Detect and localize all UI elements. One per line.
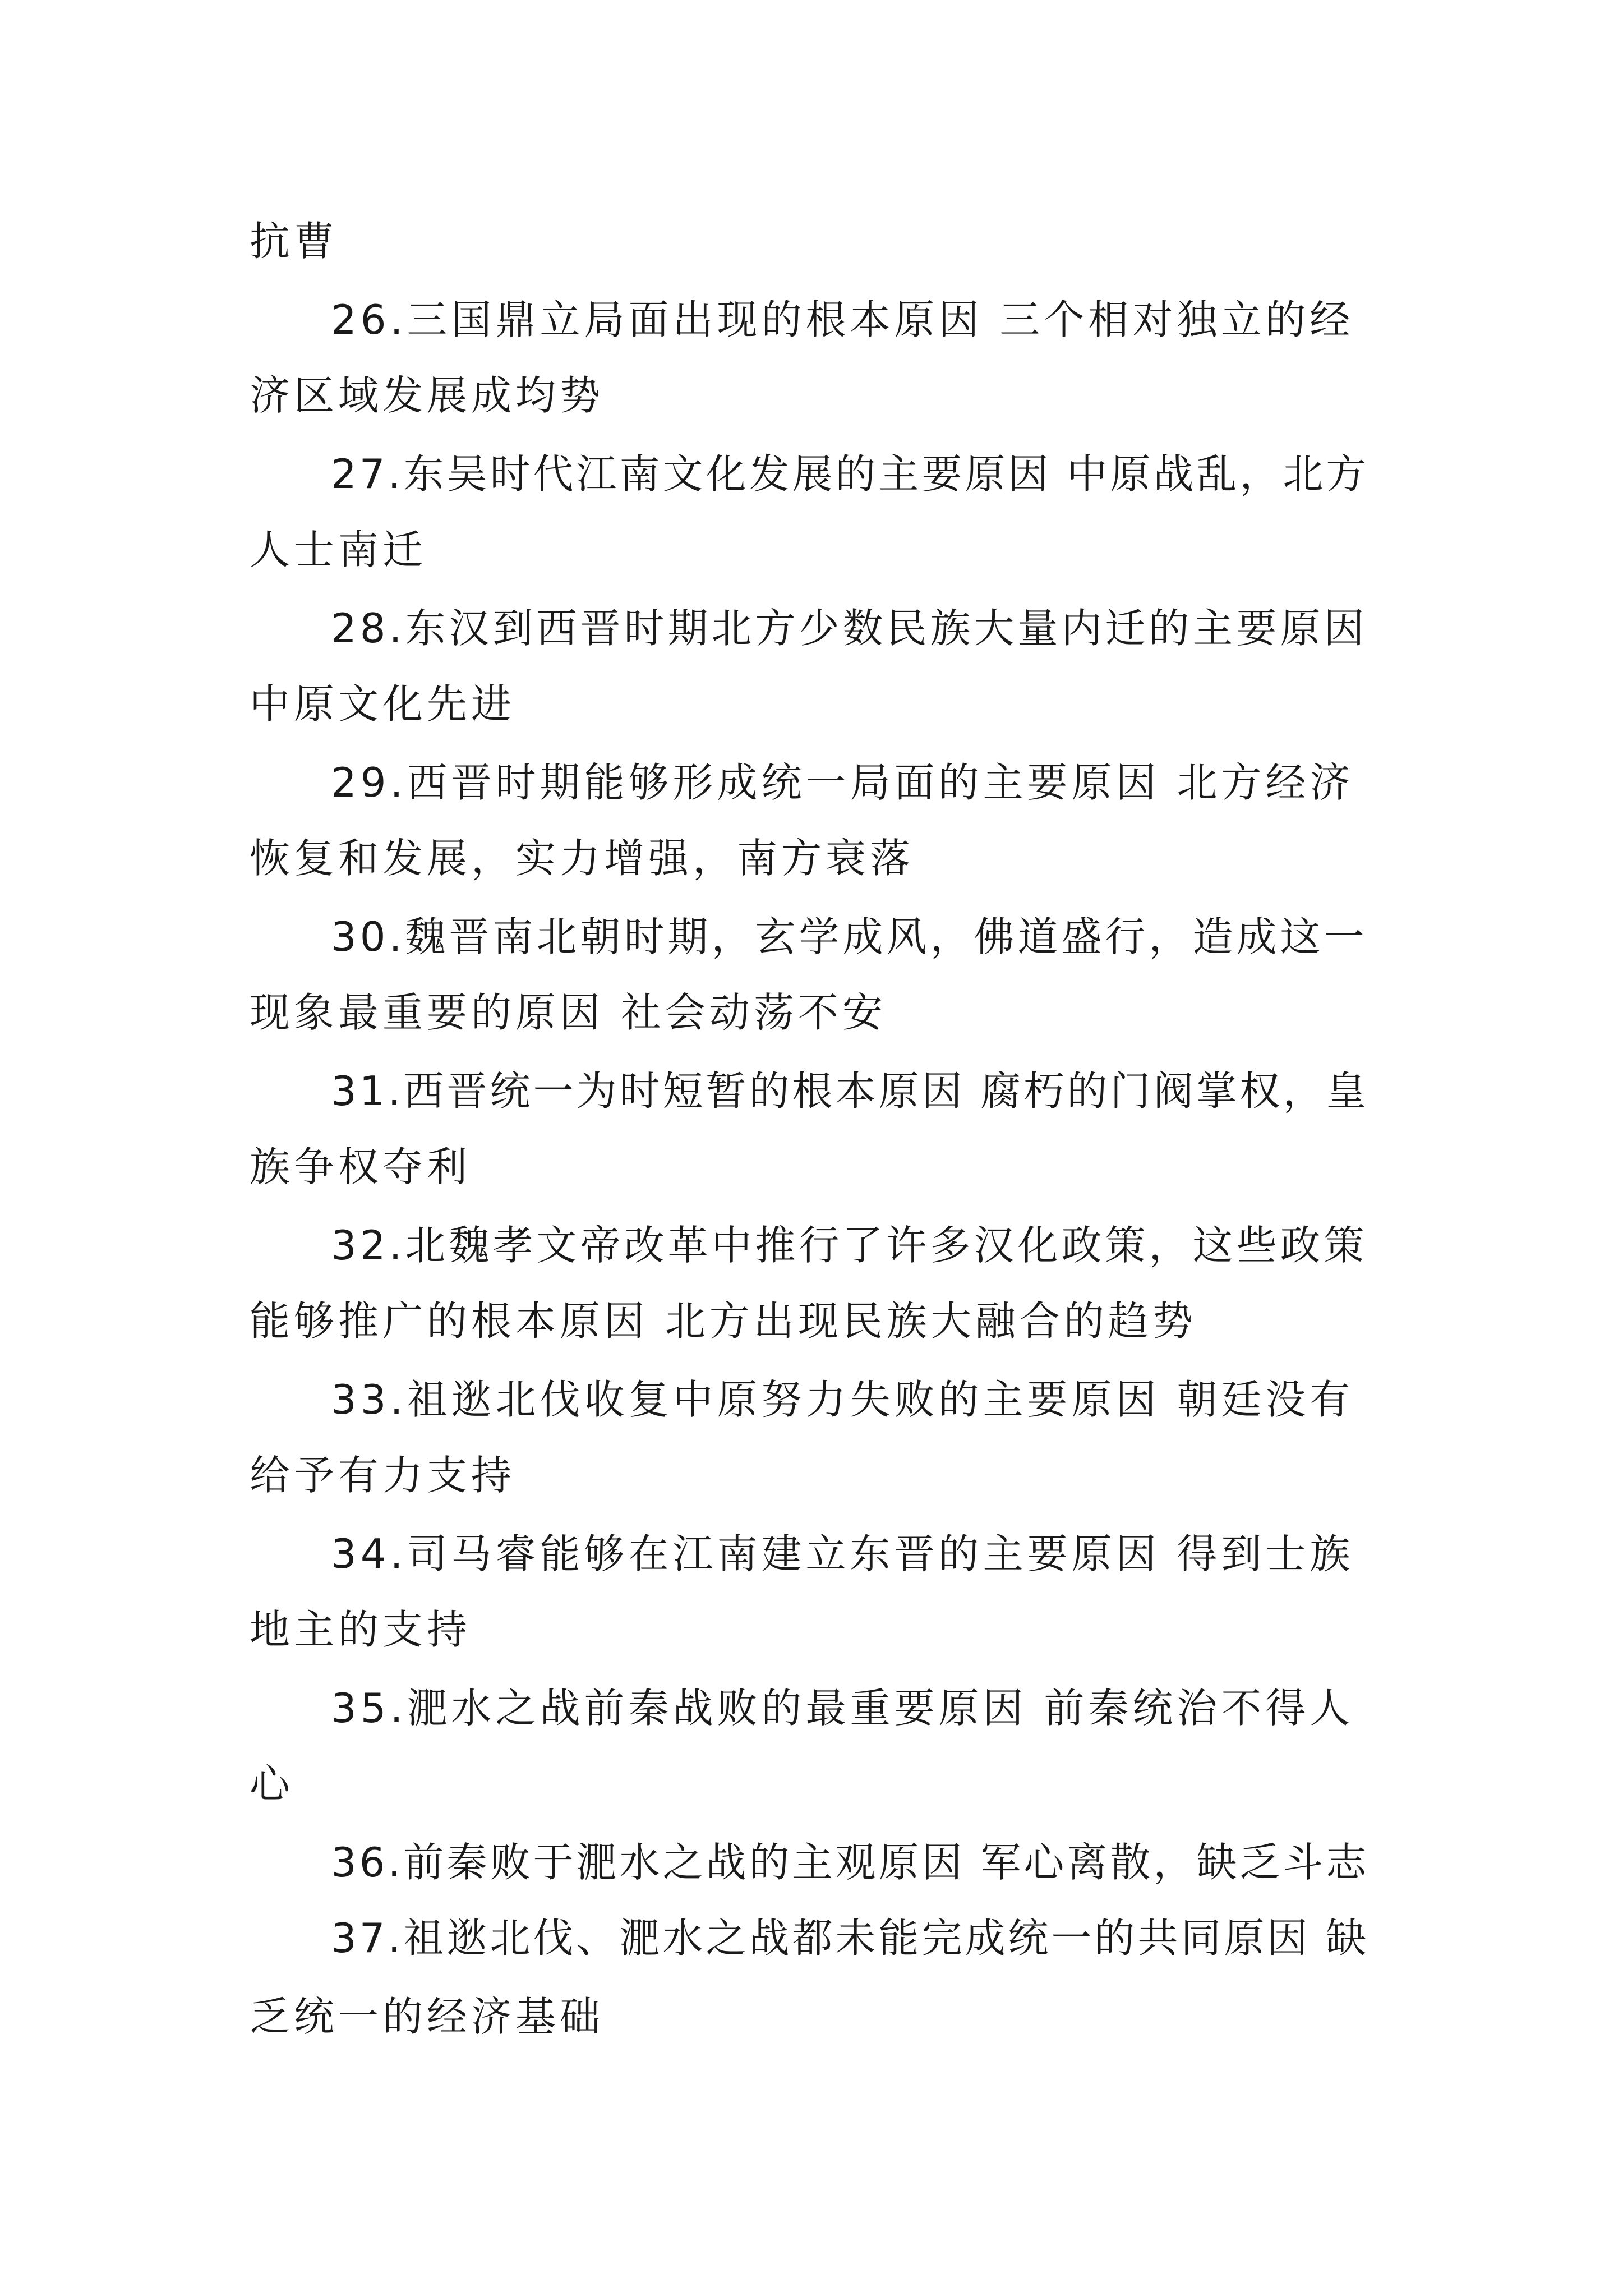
text-line: 32.北魏孝文帝改革中推行了许多汉化政策，这些政策 [331, 1222, 1368, 1269]
text-line: 33.祖逖北伐收复中原努力失败的主要原因 朝廷没有 [331, 1376, 1354, 1423]
text-line: 34.司马睿能够在江南建立东晋的主要原因 得到士族 [331, 1530, 1354, 1577]
text-line: 35.淝水之战前秦战败的最重要原因 前秦统治不得人 [331, 1685, 1354, 1732]
text-line: 30.魏晋南北朝时期，玄学成风，佛道盛行，造成这一 [331, 913, 1368, 960]
text-line: 心 [250, 1760, 294, 1807]
text-line: 济区域发展成均势 [250, 372, 605, 419]
text-line: 能够推广的根本原因 北方出现民族大融合的趋势 [250, 1297, 1197, 1345]
text-line: 中原文化先进 [250, 680, 516, 728]
text-line: 乏统一的经济基础 [250, 1993, 605, 2040]
text-line: 28.东汉到西晋时期北方少数民族大量内迁的主要原因 [331, 605, 1368, 652]
text-line: 26.三国鼎立局面出现的根本原因 三个相对独立的经 [331, 296, 1354, 343]
text-line: 恢复和发展，实力增强，南方衰落 [250, 835, 915, 882]
text-line: 给予有力支持 [250, 1452, 516, 1499]
text-line: 族争权夺利 [250, 1143, 472, 1190]
text-line: 31.西晋统一为时短暂的根本原因 腐朽的门阀掌权，皇 [331, 1068, 1370, 1115]
text-line: 人士南迁 [250, 526, 427, 573]
text-line: 29.西晋时期能够形成统一局面的主要原因 北方经济 [331, 759, 1354, 806]
text-line: 现象最重要的原因 社会动荡不安 [250, 989, 887, 1036]
text-line: 36.前秦败于淝水之战的主观原因 军心离散，缺乏斗志 [331, 1839, 1370, 1886]
text-line: 抗曹 [250, 218, 339, 265]
text-line: 37.祖逖北伐、淝水之战都未能完成统一的共同原因 缺 [331, 1915, 1370, 1962]
text-line: 地主的支持 [250, 1606, 472, 1653]
text-line: 27.东吴时代江南文化发展的主要原因 中原战乱，北方 [331, 450, 1370, 498]
